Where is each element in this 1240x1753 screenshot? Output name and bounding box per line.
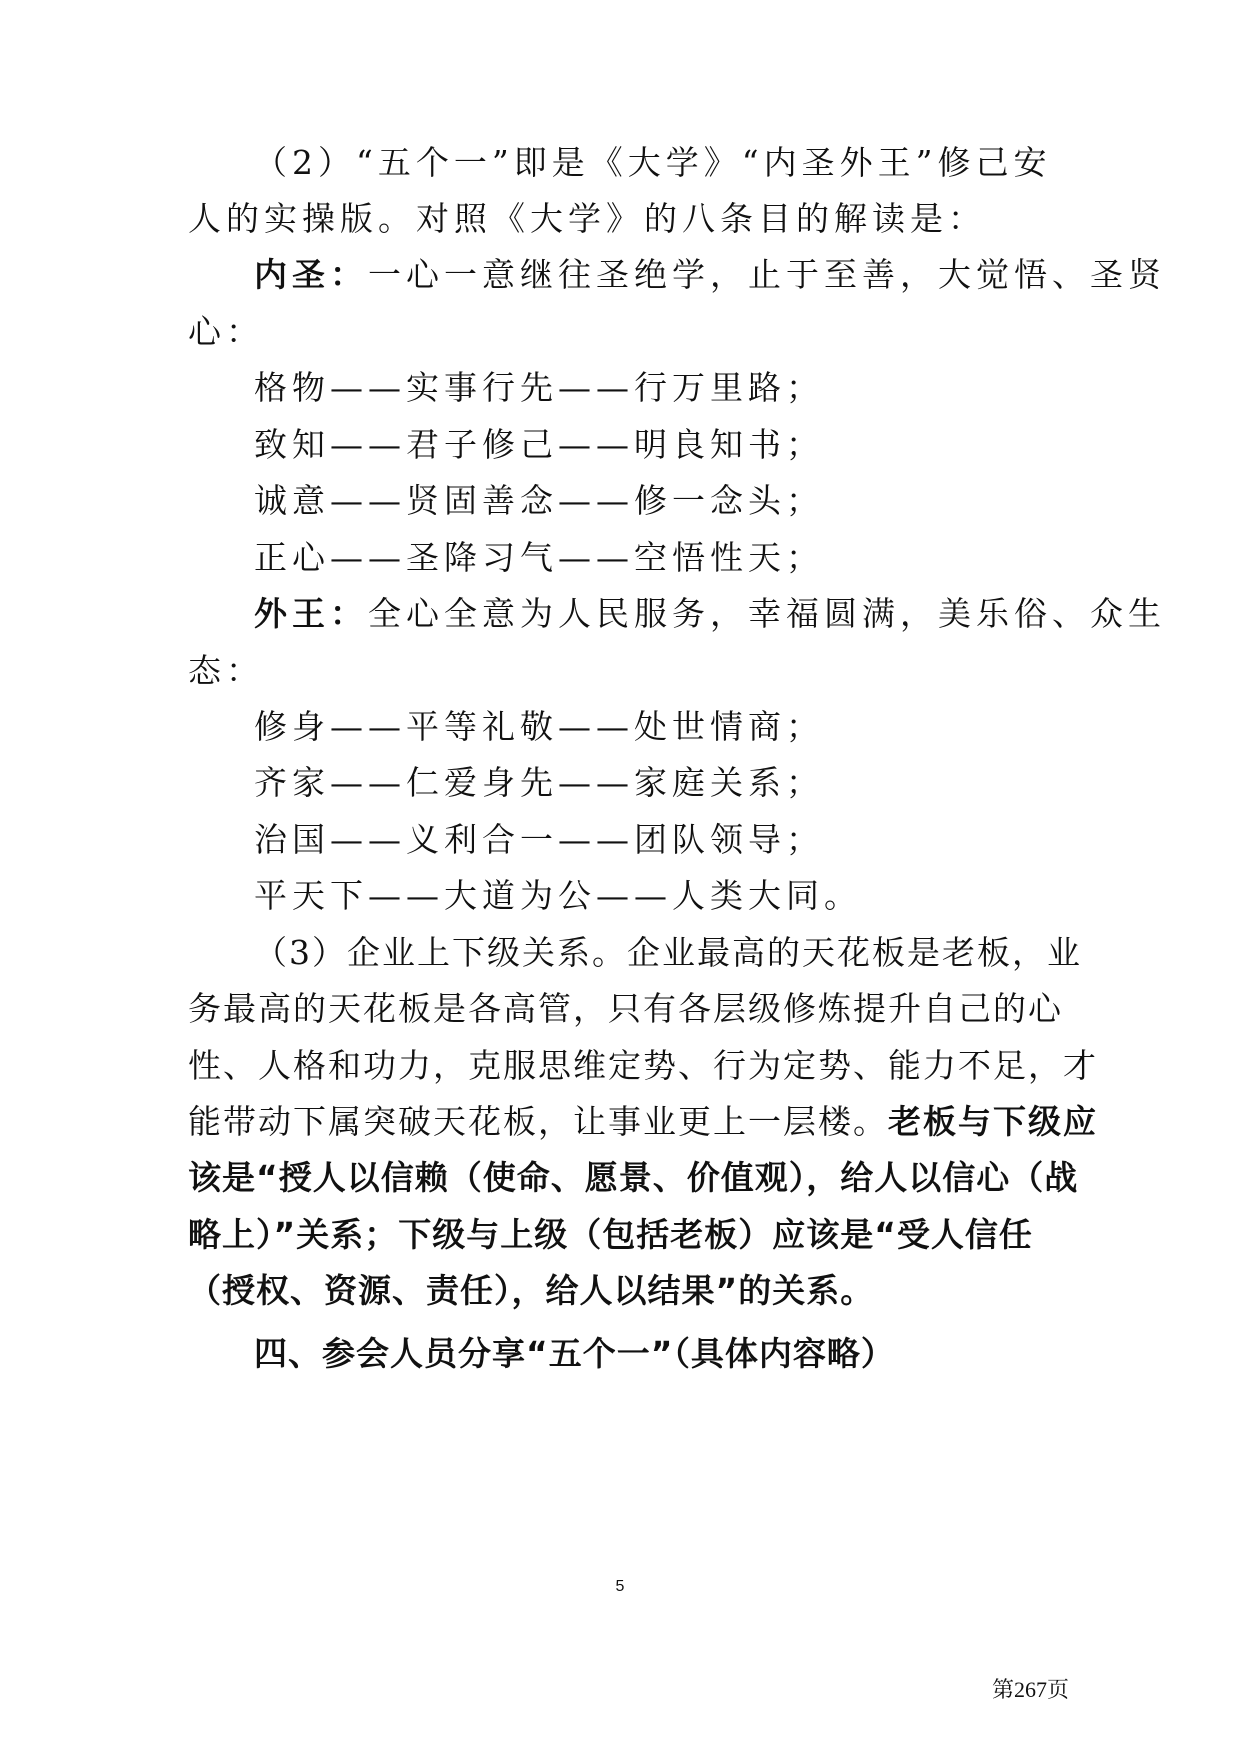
paragraph-line: 内圣：一心一意继往圣绝学，止于至善，大觉悟、圣贤 — [254, 255, 1166, 294]
paragraph-line: 外王：全心全意为人民服务，幸福圆满，美乐俗、众生 — [254, 594, 1166, 633]
paragraph-line: 能带动下属突破天花板，让事业更上一层楼。老板与下级应 — [188, 1102, 1098, 1141]
paragraph-line: （2）“五个一”即是《大学》“内圣外王”修己安 — [254, 143, 1052, 182]
paragraph-line: 略上）”关系；下级与上级（包括老板）应该是“受人信任 — [188, 1215, 1033, 1254]
paragraph-line: 人的实操版。对照《大学》的八条目的解读是： — [188, 199, 986, 238]
paragraph-line: （3）企业上下级关系。企业最高的天花板是老板，业 — [254, 933, 1082, 972]
paragraph-line: 心： — [188, 312, 264, 351]
bold-label: 外王： — [254, 594, 368, 633]
paragraph-line: （授权、资源、责任），给人以结果”的关系。 — [188, 1271, 875, 1310]
paragraph-line: 态： — [188, 651, 264, 690]
section-heading: 四、参会人员分享“五个一”（具体内容略） — [254, 1334, 895, 1373]
paragraph-line: 性、人格和功力，克服思维定势、行为定势、能力不足，才 — [188, 1046, 1098, 1085]
list-item: 修身——平等礼敬——处世情商； — [254, 707, 824, 746]
page-number: 5 — [615, 1578, 625, 1595]
paragraph-line: 该是“授人以信赖（使命、愿景、价值观），给人以信心（战 — [188, 1158, 1079, 1197]
list-item: 平天下——大道为公——人类大同。 — [254, 876, 862, 915]
list-item: 致知——君子修己——明良知书； — [254, 425, 824, 464]
bold-text: 老板与下级应 — [888, 1102, 1098, 1141]
list-item: 诚意——贤固善念——修一念头； — [254, 481, 824, 520]
paragraph-line: 务最高的天花板是各高管，只有各层级修炼提升自己的心 — [188, 989, 1063, 1028]
list-item: 齐家——仁爱身先——家庭关系； — [254, 763, 824, 802]
list-item: 格物——实事行先——行万里路； — [254, 368, 824, 407]
page-stamp: 第267页 — [992, 1677, 1070, 1702]
bold-label: 内圣： — [254, 255, 368, 294]
list-item: 正心——圣降习气——空悟性天； — [254, 538, 824, 577]
list-item: 治国——义利合一——团队领导； — [254, 820, 824, 859]
